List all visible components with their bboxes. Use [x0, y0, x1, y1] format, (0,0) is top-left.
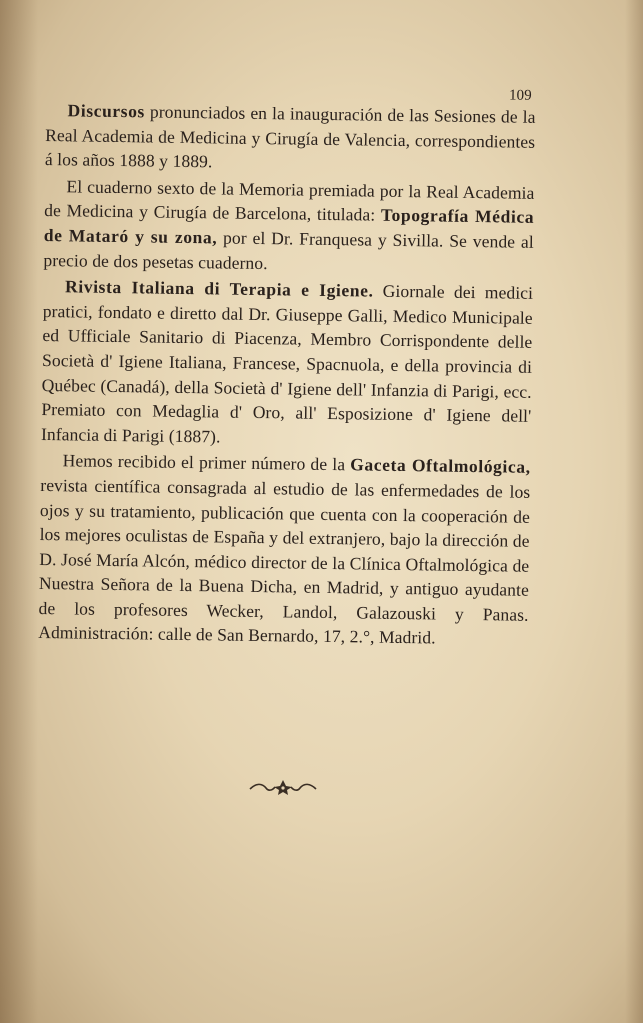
entry-title: Topografía Médica de Mataró y su zona,	[43, 205, 535, 248]
entry-title: Discursos	[67, 100, 146, 122]
entry-rivista	[41, 274, 533, 453]
fleuron-ornament-icon	[248, 778, 318, 796]
entry-intro: El cuaderno sexto de la Memoria premiada por la Real Academia de Medicina y Cirugía de Barcelona, titulada:	[44, 176, 535, 226]
page-text-block	[38, 80, 536, 654]
entry-text: pronunciados en la inauguración de las Sesiones de la Real Academia de Medicina y Cirugía de Valencia, correspondientes á los años 1888 y 1889.	[44, 101, 536, 172]
entry-text: revista científica consagrada al estudio de las enfermedades de los ojos y su tratamiento, publicación que cuenta con la cooperación de los mejores oculistas de España y del extranjero, bajo la dirección de D. José María Alcón, médico director de la Clínica Oftalmológica de Nuestra Señora de la Buena Dicha, en Madrid, y antiguo ayudante de los profesores Wecker, Landol, Galazouski y Panas. Administración: calle de San Bernardo, 17, 2.°, Madrid.	[38, 474, 531, 648]
entry-title: Rivista Italiana di Terapia e Igiene.	[64, 276, 374, 301]
page-number: 109	[508, 87, 532, 104]
entry-intro: Hemos recibido el primer número de la	[62, 450, 351, 475]
entry-discursos	[45, 98, 536, 179]
entry-text: Giornale dei medici pratici, fondato e diretto dal Dr. Giuseppe Galli, Medico Municipale ed Ufficiale Sanitario di Piacenza, Membro Corrispondente delle Società d' Igiene Italiana, Francese, Spacnuola, e della provincia di Québec (Canadá), della Società d' Igiene dell' Infanzia di Parigi, ecc. Premiato con Medaglia d' Oro, all' Esposizione d' Igiene dell' Infancia di Parigi (1887).	[40, 280, 534, 447]
entry-text: por el Dr. Franquesa y Sivilla. Se vende al precio de dos pesetas cuaderno.	[43, 227, 534, 273]
entry-gaceta	[38, 448, 531, 652]
entry-topografia	[43, 174, 534, 279]
entry-title: Gaceta Oftalmológica,	[350, 454, 531, 478]
